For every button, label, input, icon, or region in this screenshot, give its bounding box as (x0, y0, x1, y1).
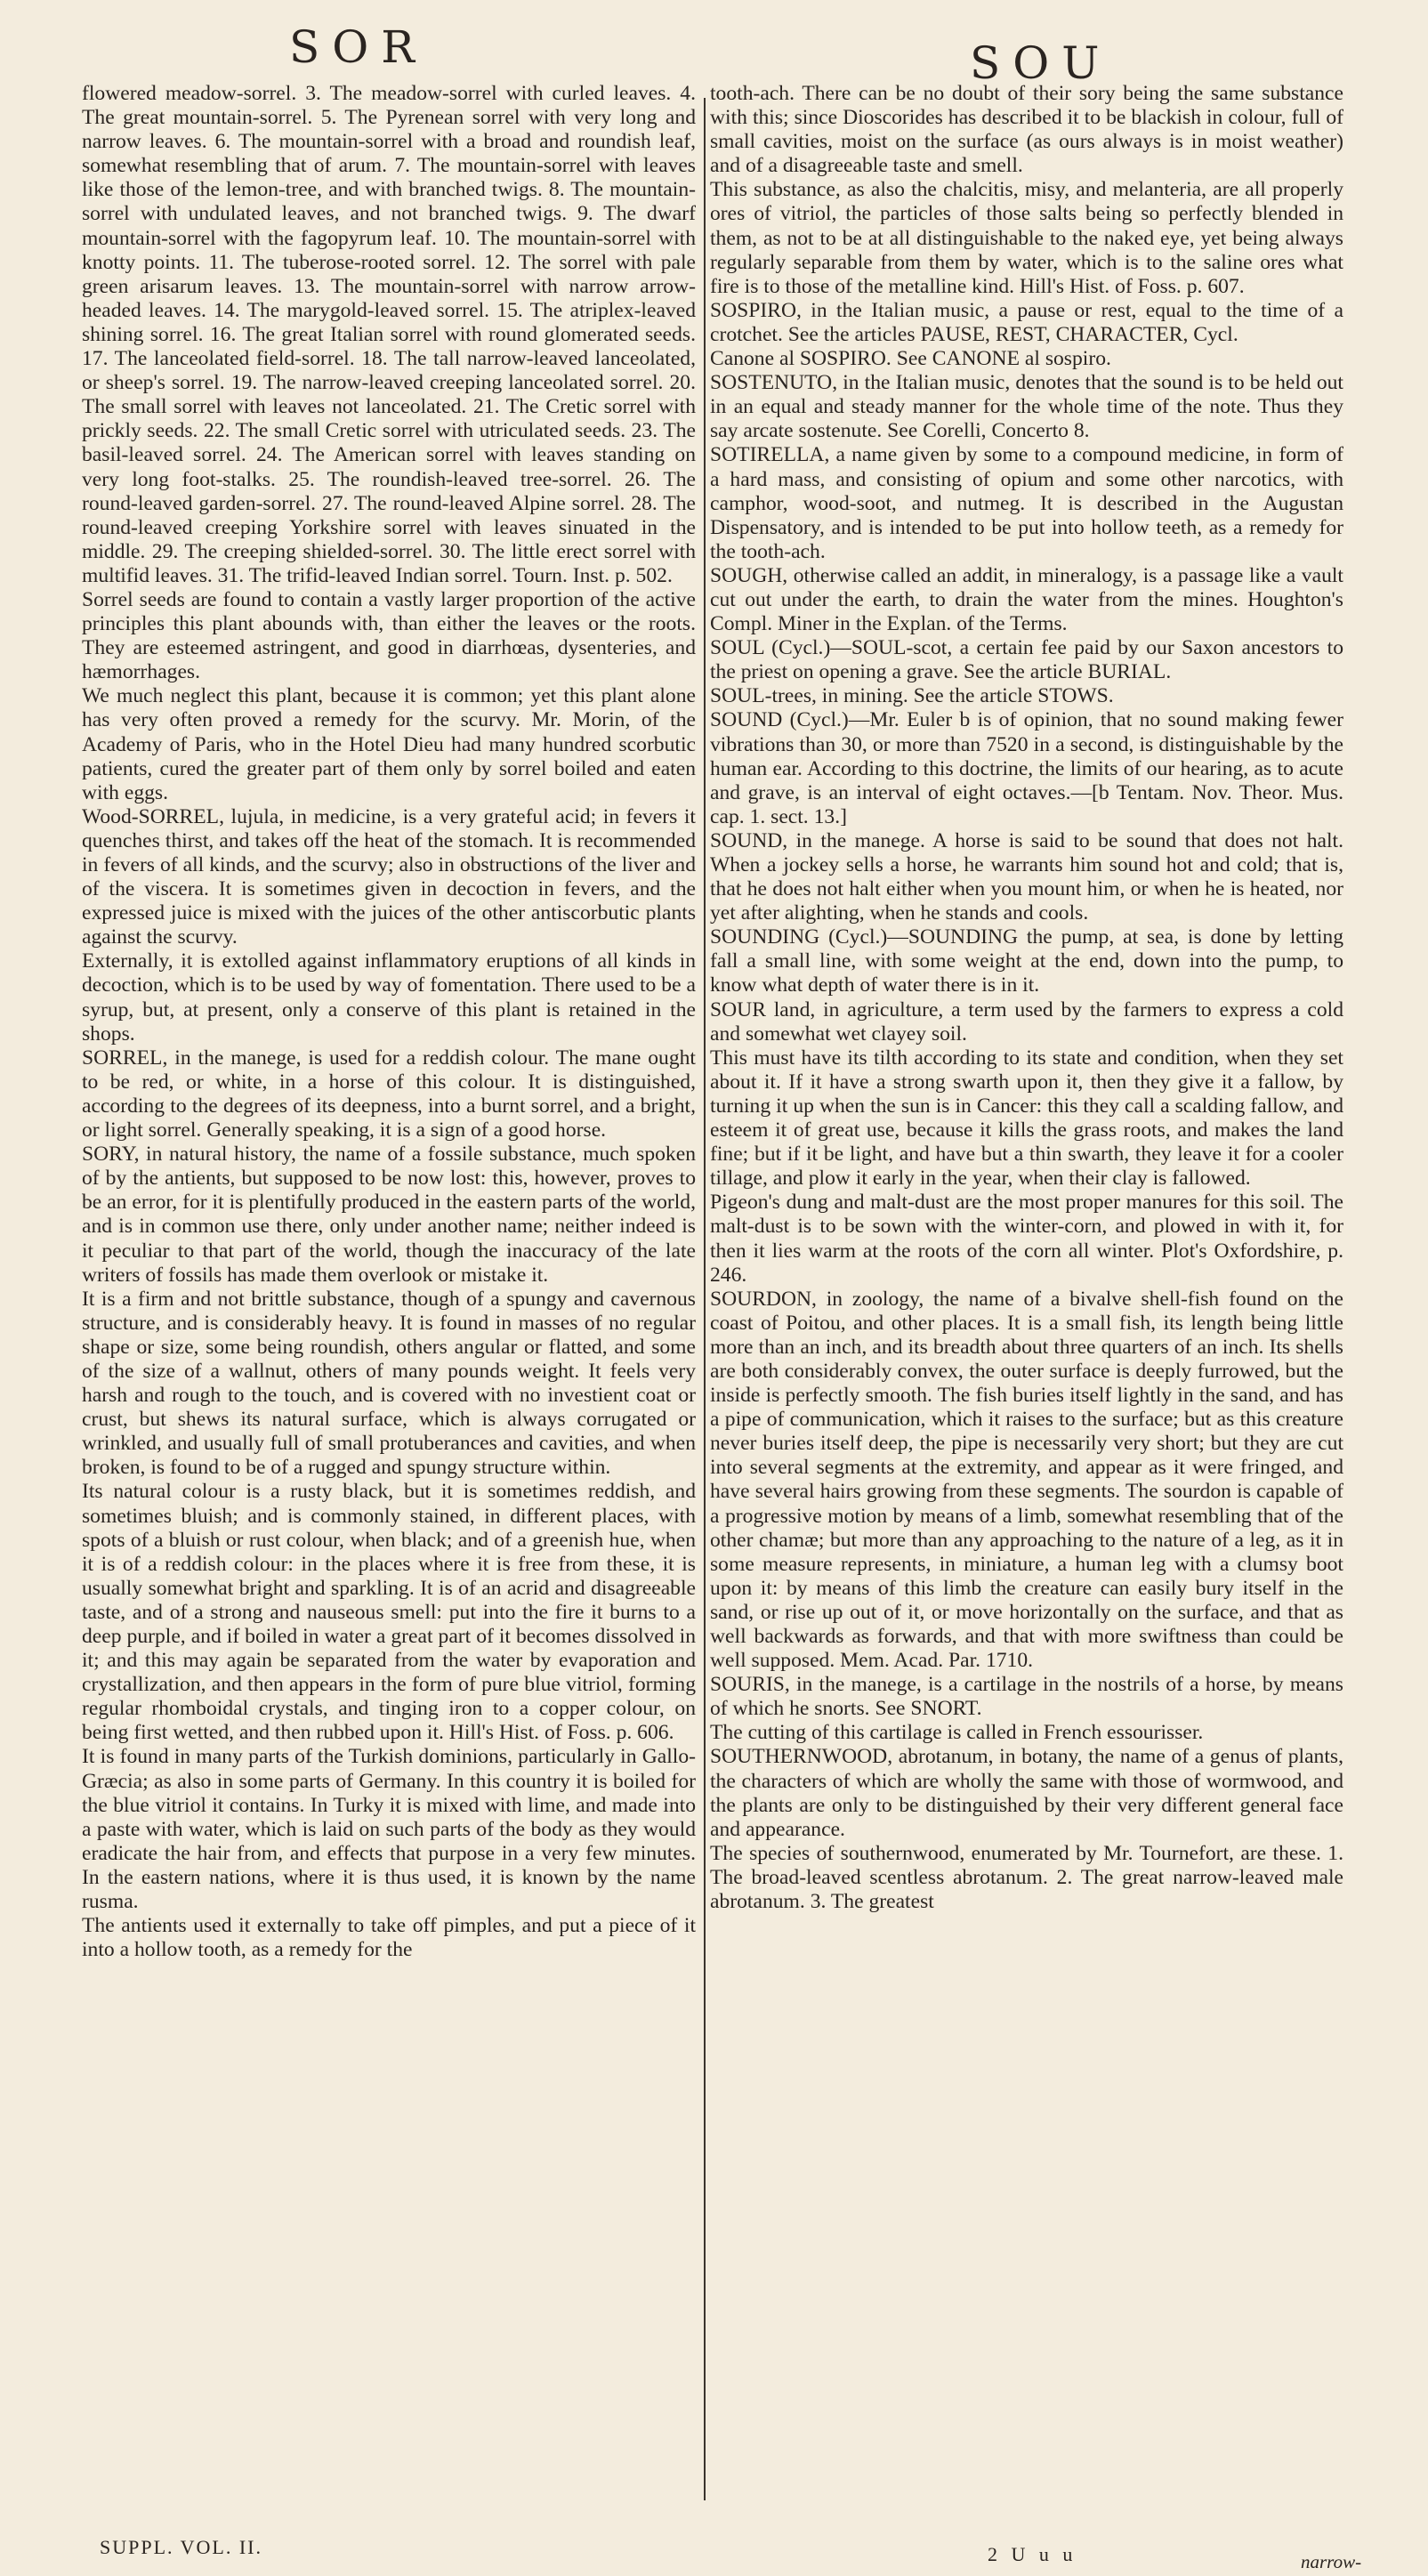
entry-paragraph: SOUL (Cycl.)—SOUL-scot, a certain fee paid by our Saxon ancestors to the priest on opening a grave. See the article BURIAL. (710, 636, 1343, 684)
entry-paragraph: SORREL, in the manege, is used for a reddish colour. The mane ought to be red, or white, in a horse of this colour. It is distinguished, according to the degrees of its deepness, into a burnt sorrel, and a bright, or light sorrel. Generally speaking, it is a sign of a good horse. (82, 1046, 696, 1143)
entry-paragraph: SOSPIRO, in the Italian music, a pause or rest, equal to the time of a crotchet. See the articles PAUSE, REST, CHARACTER, Cycl. (710, 298, 1343, 346)
entry-paragraph: The species of southernwood, enumerated by Mr. Tournefort, are these. 1. The broad-leaved scentless abrotanum. 2. The great narrow-leaved male abrotanum. 3. The greatest (710, 1841, 1343, 1914)
entry-paragraph: SOUND (Cycl.)—Mr. Euler b is of opinion, that no sound making fewer vibrations than 30, or more than 7520 in a second, is distinguishable by the human ear. According to this doctrine, the limits of our hearing, as to acute and grave, is an interval of eight octaves.—[b Tentam. Nov. Theor. Mus. cap. 1. sect. 13.] (710, 708, 1343, 828)
right-column (710, 82, 1343, 2502)
entry-paragraph: SOUL-trees, in mining. See the article STOWS. (710, 684, 1114, 708)
entry-paragraph: SORY, in natural history, the name of a fossile substance, much spoken of by the antients, but supposed to be now lost: this, however, proves to be an error, for it is plentifully produced in the eastern parts of the world, and is in common use there, only under another name; neither indeed is it peculiar to that part of the world, though the inaccuracy of the late writers of fossils has made them overlook or mistake it. (82, 1143, 696, 1287)
header-left-word: SOR (289, 21, 427, 73)
entry-paragraph: SOSTENUTO, in the Italian music, denotes that the sound is to be held out in an equal and steady manner for the whole time of the note. Thus they say arcate sostenute. See Corelli, Concerto 8. (710, 371, 1343, 443)
running-header (0, 21, 1428, 89)
entry-paragraph: SOUTHERNWOOD, abrotanum, in botany, the name of a genus of plants, the characters of which are wholly the same with those of wormwood, and the plants are only to be distinguished by their very different general face and appearance. (710, 1745, 1343, 1841)
entry-paragraph: It is a firm and not brittle substance, though of a spungy and cavernous structure, and is considerably heavy. It is found in masses of no regular shape or size, some being roundish, others angular or flatted, and some of the size of a wallnut, others of many pounds weight. It feels very harsh and rough to the touch, and is covered with no investient coat or crust, but shews its natural surface, which is always corrugated or wrinkled, and usually full of small protuberances and cavities, and when broken, is found to be of a rugged and spungy structure within. (82, 1287, 696, 1480)
entry-paragraph: Pigeon's dung and malt-dust are the most proper manures for this soil. The malt-dust is to be sown with the winter-corn, and plowed in with it, for then it lies warm at the roots of the corn all winter. Plot's Oxfordshire, p. 246. (710, 1191, 1343, 1287)
entry-paragraph: SOURIS, in the manege, is a cartilage in the nostrils of a horse, by means of which he snorts. See SNORT. (710, 1673, 1343, 1721)
entry-paragraph: tooth-ach. There can be no doubt of their sory being the same substance with this; since Dioscorides has described it to be blackish in colour, full of small cavities, moist on the surface (as ours always is in moist weather) and of a disagreeable taste and smell. (710, 82, 1343, 178)
entry-paragraph: We much neglect this plant, because it is common; yet this plant alone has very often proved a remedy for the scurvy. Mr. Morin, of the Academy of Paris, who in the Hotel Dieu had many hundred scorbutic patients, cured the greater part of them only by sorrel boiled and eaten with eggs. (82, 684, 696, 804)
entry-paragraph: The antients used it externally to take off pimples, and put a piece of it into a hollow tooth, as a remedy for the (82, 1914, 696, 1962)
header-right-word: SOU (970, 37, 1112, 89)
entry-paragraph: flowered meadow-sorrel. 3. The meadow-sorrel with curled leaves. 4. The great mountain-sorrel. 5. The Pyrenean sorrel with very long and narrow leaves. 6. The mountain-sorrel with a broad and roundish leaf, somewhat resembling that of arum. 7. The mountain-sorrel with leaves like those of the lemon-tree, and with branched twigs. 8. The mountain-sorrel with undulated leaves, and not branched twigs. 9. The dwarf mountain-sorrel with the fagopyrum leaf. 10. The mountain-sorrel with knotty points. 11. The tuberose-rooted sorrel. 12. The sorrel with pale green arisarum leaves. 13. The mountain-sorrel with narrow arrow-headed leaves. 14. The marygold-leaved sorrel. 15. The atriplex-leaved shining sorrel. 16. The great Italian sorrel with round glomerated seeds. 17. The lanceolated field-sorrel. 18. The tall narrow-leaved lanceolated, or sheep's sorrel. 19. The narrow-leaved creeping lanceolated sorrel. 20. The small sorrel with leaves not lanceolated. 21. The Cretic sorrel with prickly seeds. 22. The small Cretic sorrel with utriculated seeds. 23. The basil-leaved sorrel. 24. The American sorrel with leaves standing on very long foot-stalks. 25. The roundish-leaved tree-sorrel. 26. The round-leaved garden-sorrel. 27. The round-leaved Alpine sorrel. 28. The round-leaved creeping Yorkshire sorrel with leaves sinuated in the middle. 29. The creeping shielded-sorrel. 30. The little erect sorrel with multifid leaves. 31. The trifid-leaved Indian sorrel. Tourn. Inst. p. 502. (82, 82, 696, 587)
sheet-signature: 2 U u u (988, 2543, 1077, 2565)
entry-paragraph: SOUR land, in agriculture, a term used by the farmers to express a cold and somewhat wet clayey soil. (710, 997, 1343, 1046)
entry-paragraph: SOUGH, otherwise called an addit, in mineralogy, is a passage like a vault cut out under the earth, to drain the water from the mines. Houghton's Compl. Miner in the Explan. of the Terms. (710, 563, 1343, 636)
column-divider (704, 98, 706, 2500)
entry-paragraph: Canone al SOSPIRO. See CANONE al sospiro. (710, 347, 1111, 371)
entry-paragraph: SOURDON, in zoology, the name of a bivalve shell-fish found on the coast of Poitou, and other places. It is a small fish, its length being little more than an inch, and its breadth about three quarters of an inch. Its shells are both considerably convex, the outer surface is deeply furrowed, but the inside is perfectly smooth. The fish buries itself lightly in the sand, and has a pipe of communication, which it raises to the surface; but as this creature never buries itself deep, the pipe is necessarily very short; but they are cut into several segments at the extremity, and appear as it were fringed, and have several hairs growing from these segments. The sourdon is capable of a progressive motion by means of a limb, somewhat resembling that of the other chamæ; but more than any approaching to the nature of a leg, as it in some measure represents, in miniature, a human leg with a clumsy boot upon it: by means of this limb the creature can easily bury itself in the sand, or rise up out of it, or move horizontally on the surface, and that as well backwards as forwards, and that with more swiftness than could be well supposed. Mem. Acad. Par. 1710. (710, 1287, 1343, 1673)
left-column (82, 82, 696, 2502)
volume-signature: SUPPL. VOL. II. (100, 2536, 263, 2558)
entry-paragraph: This must have its tilth according to its state and condition, when they set about it. If it have a strong swarth upon it, then they give it a fallow, by turning it up when the sun is in Cancer: this they call a scalding fallow, and esteem it of great use, because it kills the grass roots, and makes the land fine; but if it be light, and have but a thin swarth, they leave it for a cooler tillage, and plow it early in the year, when their clay is fallowed. (710, 1046, 1343, 1191)
entry-paragraph: Wood-SORREL, lujula, in medicine, is a very grateful acid; in fevers it quenches thirst, and takes off the heat of the stomach. It is recommended in fevers of all kinds, and the scurvy; also in obstructions of the liver and of the viscera. It is sometimes given in decoction in fevers, and the expressed juice is mixed with the juices of the other antiscorbutic plants against the scurvy. (82, 804, 696, 949)
entry-paragraph: SOUNDING (Cycl.)—SOUNDING the pump, at sea, is done by letting fall a small line, with some weight at the end, down into the pump, to know what depth of water there is in it. (710, 925, 1343, 997)
entry-paragraph: SOUND, in the manege. A horse is said to be sound that does not halt. When a jockey sells a horse, he warrants him sound hot and cold; that is, that he does not halt either when you mount him, or when he is heated, nor yet after alighting, when he stands and cools. (710, 828, 1343, 925)
entry-paragraph: Sorrel seeds are found to contain a vastly larger proportion of the active principles this plant abounds with, than either the leaves or the roots. They are esteemed astringent, and good in diarrhœas, dysenteries, and hæmorrhages. (82, 587, 696, 684)
entry-paragraph: SOTIRELLA, a name given by some to a compound medicine, in form of a hard mass, and consisting of opium and some other narcotics, with camphor, wood-soot, and nutmeg. It is described in the Augustan Dispensatory, and is intended to be put into hollow teeth, as a remedy for the tooth-ach. (710, 443, 1343, 563)
entry-paragraph: Externally, it is extolled against inflammatory eruptions of all kinds in decoction, which is to be used by way of fomentation. There used to be a syrup, but, at present, only a conserve of this plant is retained in the shops. (82, 949, 696, 1046)
entry-paragraph: It is found in many parts of the Turkish dominions, particularly in Gallo-Græcia; as also in some parts of Germany. In this country it is boiled for the blue vitriol it contains. In Turky it is mixed with lime, and made into a paste with water, which is laid on such parts of the body as they would eradicate the hair from, and effects that purpose in a very few minutes. In the eastern nations, where it is thus used, it is known by the name rusma. (82, 1745, 696, 1914)
catchword: narrow- (1301, 2551, 1362, 2572)
entry-paragraph: The cutting of this cartilage is called in French essourisser. (710, 1721, 1204, 1745)
entry-paragraph: Its natural colour is a rusty black, but it is sometimes reddish, and sometimes bluish; and is commonly stained, in different places, with spots of a bluish or rust colour, when black; and of a greenish hue, when it is of a reddish colour: in the places where it is free from these, it is usually somewhat bright and sparkling. It is of an acrid and disagreeable taste, and of a strong and nauseous smell: put into the fire it burns to a deep purple, and if boiled in water a great part of it becomes dissolved in it; and this may again be separated from the water by evaporation and crystallization, and then appears in the form of pure blue vitriol, forming regular rhomboidal crystals, and tinging iron to a copper colour, on being first wetted, and then rubbed upon it. Hill's Hist. of Foss. p. 606. (82, 1480, 696, 1745)
entry-paragraph: This substance, as also the chalcitis, misy, and melanteria, are all properly ores of vitriol, the particles of those salts being so perfectly blended in them, as not to be at all distinguishable to the naked eye, yet being always regularly separable from them by water, which is to the saline ores what fire is to those of the metalline kind. Hill's Hist. of Foss. p. 607. (710, 178, 1343, 298)
